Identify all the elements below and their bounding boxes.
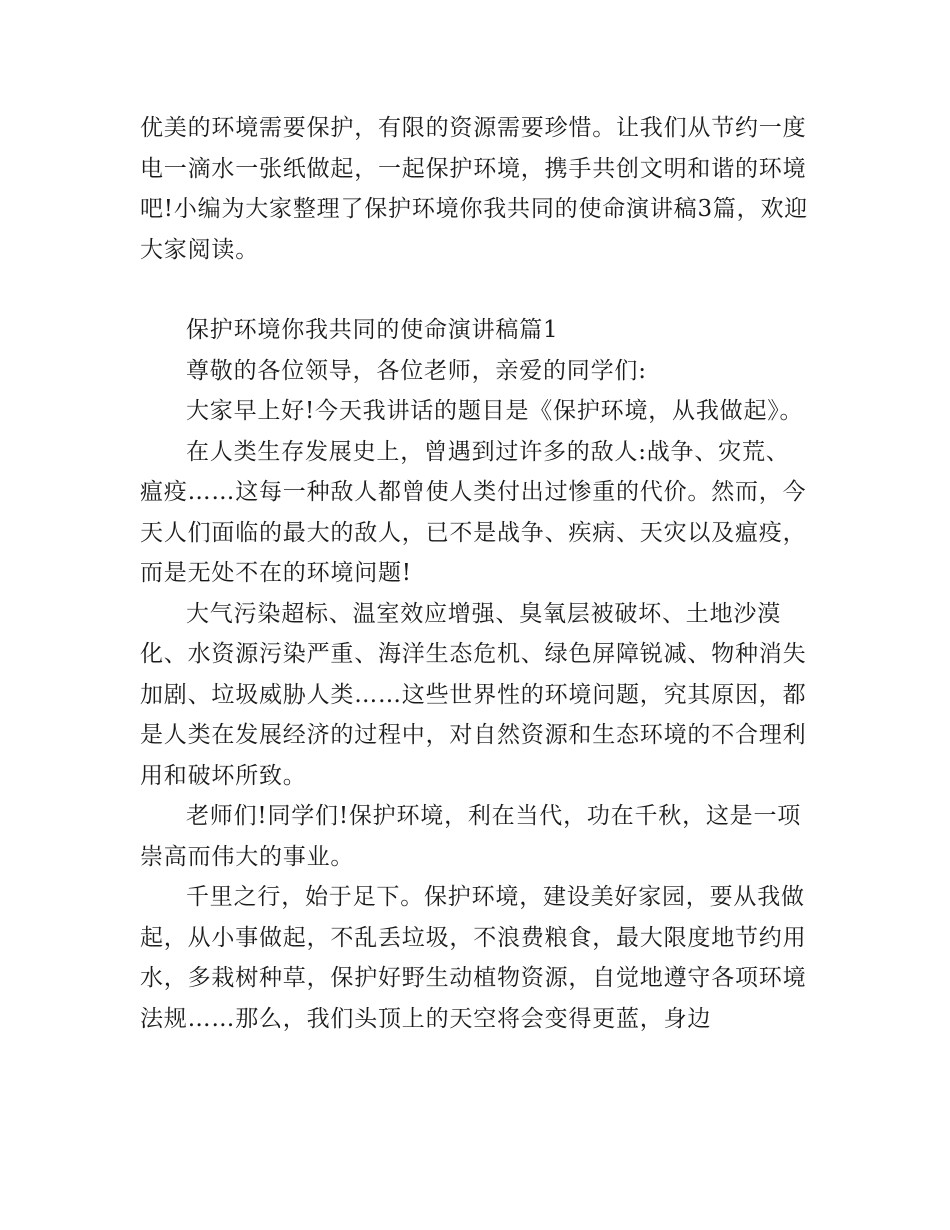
- paragraph-enemies: 在人类生存发展史上，曾遇到过许多的敌人:战争、灾荒、瘟疫……这每一种敌人都曾使人类付出过惨重的代价。然而，今天人们面临的最大的敌人，已不是战争、疾病、天灾以及瘟疫，而是无处不在的环境问题!: [140, 438, 807, 586]
- intro-paragraph: 优美的环境需要保护，有限的资源需要珍惜。让我们从节约一度电一滴水一张纸做起，一起保护环境，携手共创文明和谐的环境吧!小编为大家整理了保护环境你我共同的使命演讲稿3篇，欢迎大家阅读。: [140, 115, 809, 263]
- paragraph-greeting: 大家早上好!今天我讲话的题目是《保护环境，从我做起》。: [186, 398, 804, 424]
- section-title: 保护环境你我共同的使命演讲稿篇1: [186, 317, 559, 343]
- paragraph-problems: 大气污染超标、温室效应增强、臭氧层被破坏、土地沙漠化、水资源污染严重、海洋生态危机、绿色屏障锐减、物种消失加剧、垃圾威胁人类……这些世界性的环境问题，究其原因，都是人类在发展经济的过程中，对自然资源和生态环境的不合理利用和破坏所致。: [140, 600, 807, 789]
- paragraph-salutation: 尊敬的各位领导，各位老师，亲爱的同学们:: [186, 357, 647, 384]
- document-body: [140, 108, 812, 1039]
- paragraph-action: 千里之行，始于足下。保护环境，建设美好家园，要从我做起，从小事做起，不乱丢垃圾，不浪费粮食，最大限度地节约用水，多栽树种草，保护好野生动植物资源，自觉地遵守各项环境法规……那么，我们头顶上的天空将会变得更蓝，身边: [140, 884, 807, 1032]
- paragraph-cause: 老师们!同学们!保护环境，利在当代，功在千秋，这是一项崇高而伟大的事业。: [140, 803, 802, 870]
